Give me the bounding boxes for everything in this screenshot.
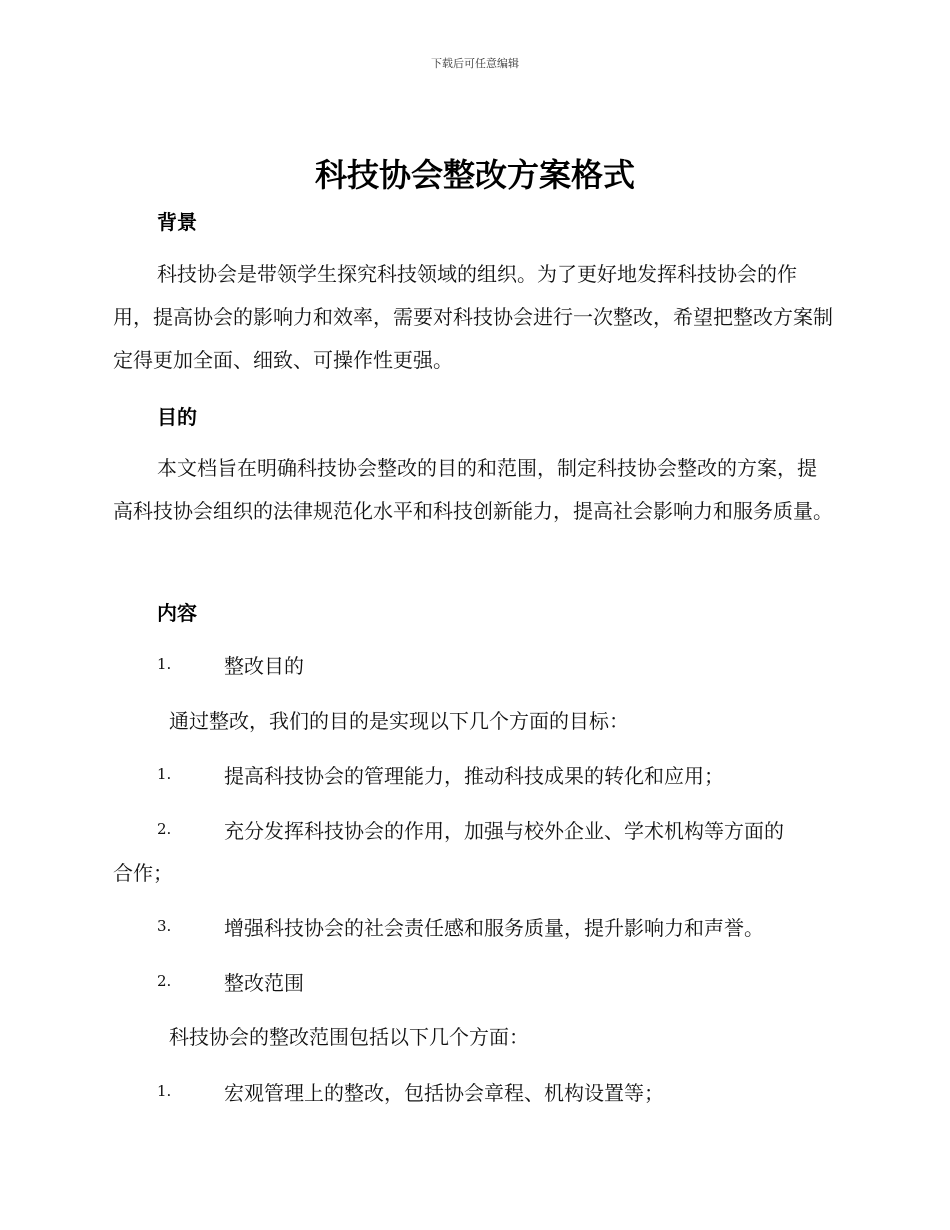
list-number: 2. <box>157 972 172 990</box>
list-number: 1. <box>157 1082 172 1100</box>
list-item-text: 充分发挥科技协会的作用，加强与校外企业、学术机构等方面的 <box>224 819 784 843</box>
list-item-continuation: 合作； <box>113 861 173 885</box>
document-title: 科技协会整改方案格式 <box>314 156 635 194</box>
header-note: 下载后可任意编辑 <box>431 57 519 70</box>
list-number: 1. <box>157 765 172 783</box>
list-number: 3. <box>157 917 172 935</box>
list-intro: 科技协会的整改范围包括以下几个方面： <box>169 1025 529 1049</box>
list-item-text: 提高科技协会的管理能力，推动科技成果的转化和应用； <box>224 764 724 788</box>
list-item-title: 整改目的 <box>224 654 304 678</box>
section-heading-background: 背景 <box>157 210 197 234</box>
section-heading-content: 内容 <box>157 601 197 625</box>
section-heading-purpose: 目的 <box>157 405 197 429</box>
list-item-text: 宏观管理上的整改，包括协会章程、机构设置等； <box>224 1081 664 1105</box>
background-paragraph: 科技协会是带领学生探究科技领域的组织。为了更好地发挥科技协会的作用，提高协会的影响力和效率，需要对科技协会进行一次整改，希望把整改方案制定得更加全面、细致、可操作性更强。 <box>113 262 833 372</box>
list-intro: 通过整改，我们的目的是实现以下几个方面的目标： <box>169 709 629 733</box>
list-number: 2. <box>157 820 172 838</box>
list-item-title: 整改范围 <box>224 971 304 995</box>
list-number: 1. <box>157 655 172 673</box>
list-item-text: 增强科技协会的社会责任感和服务质量，提升影响力和声誉。 <box>224 916 764 940</box>
purpose-paragraph: 本文档旨在明确科技协会整改的目的和范围，制定科技协会整改的方案，提高科技协会组织的法律规范化水平和科技创新能力，提高社会影响力和服务质量。 <box>113 456 833 523</box>
